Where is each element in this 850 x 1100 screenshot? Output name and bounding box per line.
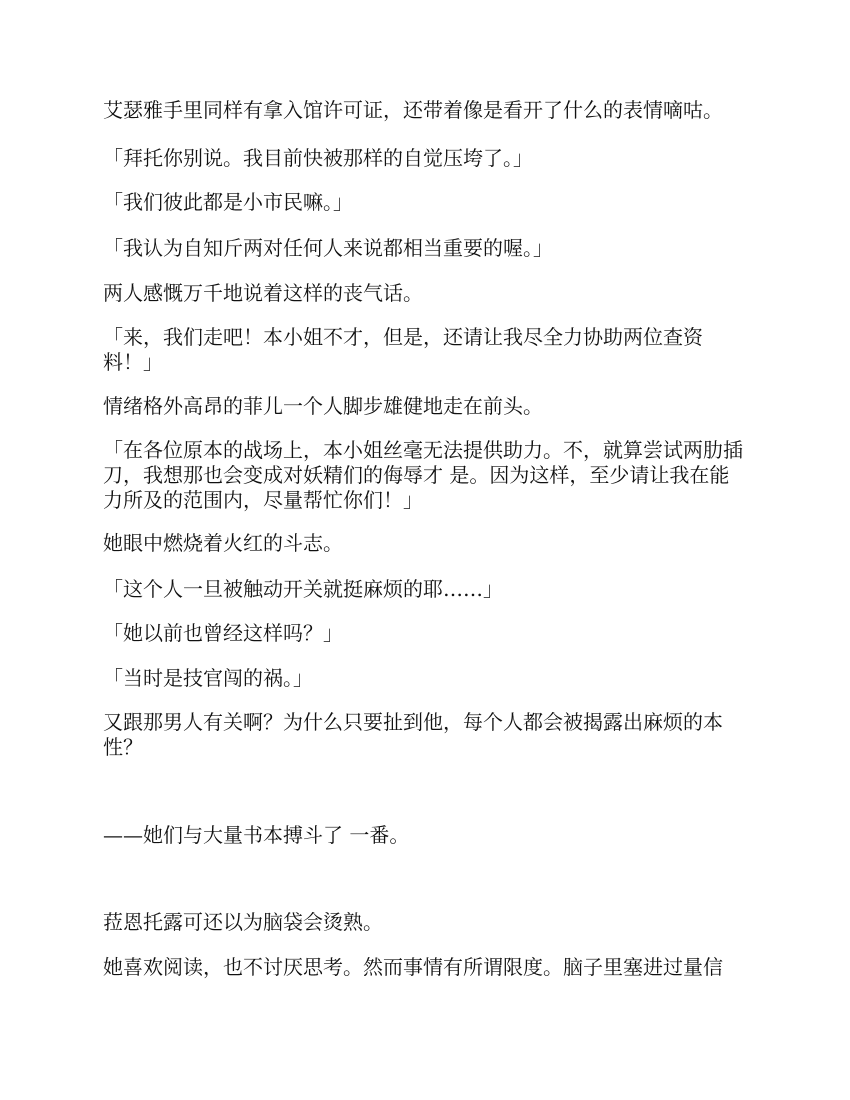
paragraph-12: 「当时是技官闯的祸。」 xyxy=(103,666,313,690)
paragraph-16: 她喜欢阅读，也不讨厌思考。然而事情有所谓限度。脑子里塞进过量信 xyxy=(103,955,723,979)
paragraph-2: 「拜托你别说。我目前快被那样的自觉压垮了。」 xyxy=(103,146,533,170)
paragraph-8: 「在各位原本的战场上，本小姐丝毫无法提供助力。不，就算尝试两肋插刀，我想那也会变成对妖精们的侮辱才 是。因为这样，至少请让我在能力所及的范围内，尽量帮忙你们！」 xyxy=(103,438,743,512)
paragraph-4: 「我认为自知斤两对任何人来说都相当重要的喔。」 xyxy=(103,236,553,260)
paragraph-15: 菈恩托露可还以为脑袋会烫熟。 xyxy=(103,910,383,934)
paragraph-5: 两人感慨万千地说着这样的丧气话。 xyxy=(103,281,423,305)
paragraph-3: 「我们彼此都是小市民嘛。」 xyxy=(103,190,353,214)
paragraph-9: 她眼中燃烧着火红的斗志。 xyxy=(103,531,343,555)
paragraph-14: ——她们与大量书本搏斗了 一番。 xyxy=(103,823,410,847)
paragraph-6: 「来，我们走吧！本小姐不才，但是，还请让我尽全力协助两位查资料！」 xyxy=(103,325,703,374)
paragraph-7: 情绪格外高昂的菲儿一个人脚步雄健地走在前头。 xyxy=(103,394,543,418)
paragraph-13: 又跟那男人有关啊？为什么只要扯到他，每个人都会被揭露出麻烦的本性？ xyxy=(103,710,723,759)
paragraph-10: 「这个人一旦被触动开关就挺麻烦的耶……」 xyxy=(103,577,503,601)
paragraph-1: 艾瑟雅手里同样有拿入馆许可证，还带着像是看开了什么的表情嘀咕。 xyxy=(103,98,723,122)
paragraph-11: 「她以前也曾经这样吗？」 xyxy=(103,621,343,645)
